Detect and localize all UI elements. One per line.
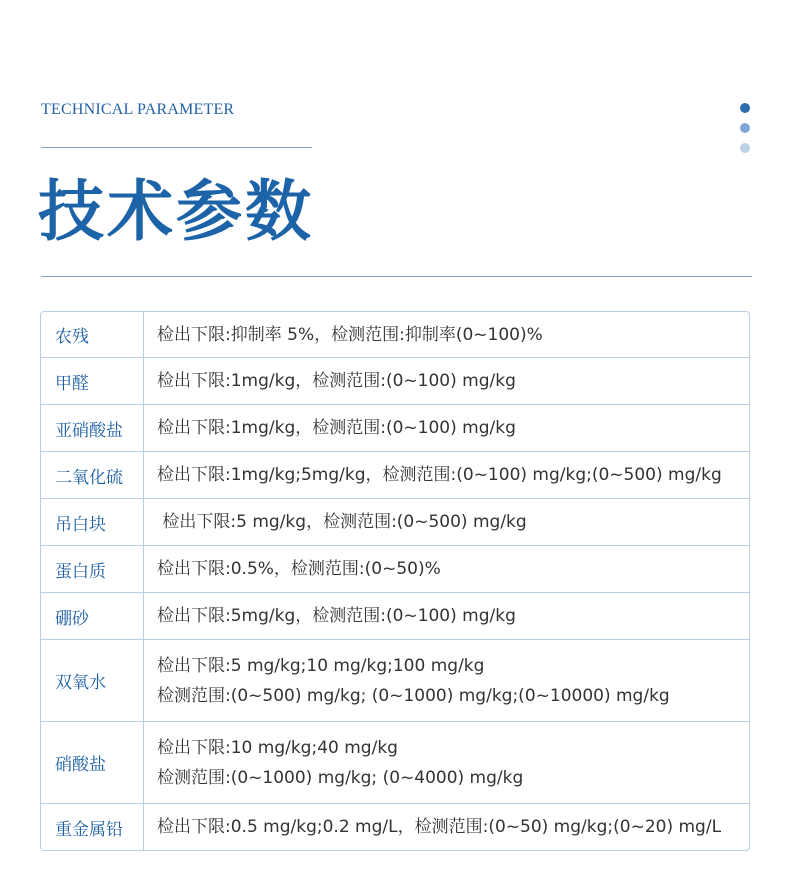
- item-spec: [144, 499, 749, 545]
- item-spec: [144, 546, 749, 592]
- table-row: [41, 312, 749, 357]
- item-spec: [144, 312, 749, 357]
- item-spec: [144, 722, 749, 803]
- decorative-dots: [740, 103, 750, 163]
- parameter-table: [40, 311, 750, 851]
- spec-line: 检测范围:(0~500) mg/kg; (0~1000) mg/kg;(0~10000) mg/kg: [157, 685, 670, 706]
- spec-line: 检出下限:5 mg/kg;10 mg/kg;100 mg/kg: [157, 655, 485, 676]
- dot-dark: [740, 103, 750, 113]
- page-title: 技术参数: [38, 173, 314, 250]
- table-row: [41, 404, 749, 451]
- item-name: 二氧化硫: [41, 452, 144, 498]
- table-row: [41, 803, 749, 850]
- spec-line: 检出下限:5mg/kg，检测范围:(0~100) mg/kg: [157, 606, 516, 626]
- spec-line: 检出下限:抑制率 5%，检测范围:抑制率(0~100)%: [157, 324, 543, 345]
- table-row: [41, 357, 749, 404]
- item-name: 亚硝酸盐: [41, 405, 144, 451]
- item-name: 硼砂: [41, 593, 144, 639]
- title-divider: [41, 276, 752, 277]
- item-spec: [144, 452, 749, 498]
- table-row: [41, 721, 749, 803]
- table-row: [41, 451, 749, 498]
- spec-line: 检测范围:(0~1000) mg/kg; (0~4000) mg/kg: [157, 767, 524, 788]
- item-name: 吊白块: [41, 499, 144, 545]
- item-spec: [144, 640, 749, 721]
- item-name: 硝酸盐: [41, 722, 144, 803]
- spec-line: 检出下限:0.5%，检测范围:(0~50)%: [157, 559, 441, 579]
- item-name: 重金属铅: [41, 804, 144, 850]
- table-row: [41, 498, 749, 545]
- item-spec: [144, 358, 749, 404]
- table-row: [41, 639, 749, 721]
- section-subtitle: TECHNICAL PARAMETER: [41, 101, 235, 118]
- table-row: [41, 545, 749, 592]
- item-spec: [144, 804, 749, 850]
- spec-line: 检出下限:5 mg/kg，检测范围:(0~500) mg/kg: [157, 512, 527, 532]
- item-spec: [144, 405, 749, 451]
- item-name: 农残: [41, 312, 144, 357]
- item-name: 双氧水: [41, 640, 144, 721]
- dot-medium: [740, 123, 750, 133]
- spec-line: 检出下限:1mg/kg，检测范围:(0~100) mg/kg: [157, 371, 516, 391]
- subtitle-divider: [41, 147, 312, 148]
- spec-line: 检出下限:0.5 mg/kg;0.2 mg/L，检测范围:(0~50) mg/kg;(0~20) mg/L: [157, 817, 722, 837]
- spec-line: 检出下限:1mg/kg;5mg/kg，检测范围:(0~100) mg/kg;(0~500) mg/kg: [157, 465, 722, 485]
- table-row: [41, 592, 749, 639]
- spec-line: 检出下限:10 mg/kg;40 mg/kg: [157, 737, 398, 758]
- dot-light: [740, 143, 750, 153]
- spec-line: 检出下限:1mg/kg，检测范围:(0~100) mg/kg: [157, 418, 516, 438]
- item-spec: [144, 593, 749, 639]
- item-name: 甲醛: [41, 358, 144, 404]
- item-name: 蛋白质: [41, 546, 144, 592]
